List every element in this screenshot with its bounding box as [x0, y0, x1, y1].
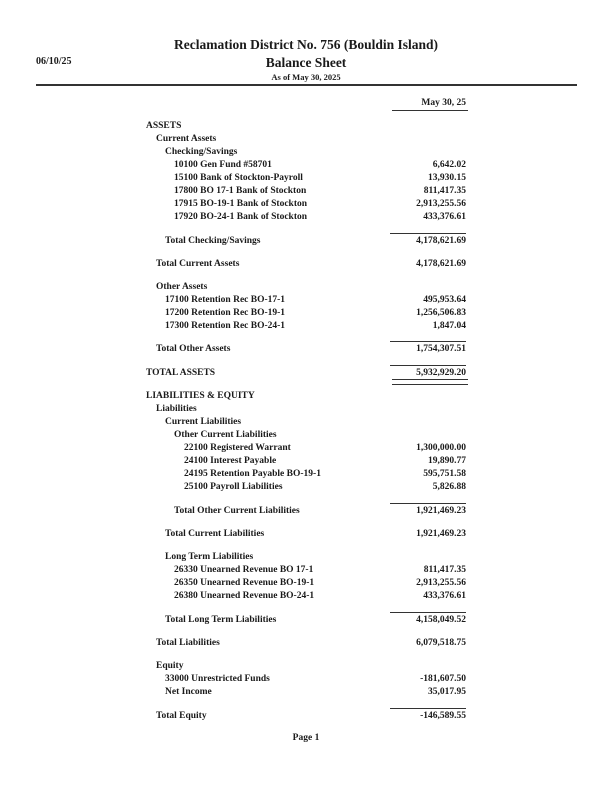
row-amount: 13,930.15 [428, 173, 466, 183]
balance-sheet-row [0, 529, 612, 542]
row-label: Total Current Liabilities [165, 529, 265, 539]
balance-sheet-row [0, 391, 612, 404]
row-amount: 1,921,469.23 [416, 529, 466, 539]
row-amount: 1,256,506.83 [416, 308, 466, 318]
balance-sheet-row [0, 212, 612, 225]
row-label: Current Liabilities [165, 417, 242, 427]
report-title: Balance Sheet [265, 55, 347, 70]
balance-sheet-row [0, 638, 612, 651]
row-label: Total Checking/Savings [165, 236, 261, 246]
row-label: 15100 Bank of Stockton-Payroll [174, 173, 303, 183]
row-label: Total Other Assets [156, 344, 231, 354]
balance-sheet-row [0, 578, 612, 591]
row-amount: 433,376.61 [423, 212, 466, 222]
row-label: 24195 Retention Payable BO-19-1 [184, 469, 321, 479]
row-label: 17920 BO-24-1 Bank of Stockton [174, 212, 308, 222]
row-label: Other Assets [156, 282, 208, 292]
row-label: Total Long Term Liabilities [165, 615, 277, 625]
row-label: Checking/Savings [165, 147, 238, 157]
row-label: Other Current Liabilities [174, 430, 277, 440]
balance-sheet-row [0, 469, 612, 482]
row-amount: 4,178,621.69 [416, 259, 466, 269]
row-amount: 35,017.95 [428, 687, 466, 697]
balance-sheet-row [0, 186, 612, 199]
row-label: 22100 Registered Warrant [184, 443, 291, 453]
row-label: 17915 BO-19-1 Bank of Stockton [174, 199, 308, 209]
row-label: 17100 Retention Rec BO-17-1 [165, 295, 286, 305]
row-amount: 595,751.58 [423, 469, 466, 479]
column-header-rule [392, 110, 468, 111]
row-amount: 1,921,469.23 [390, 503, 466, 516]
balance-sheet-row [0, 134, 612, 147]
balance-sheet-row [0, 456, 612, 469]
row-amount: 811,417.35 [423, 186, 466, 196]
balance-sheet-row [0, 308, 612, 321]
row-label: 24100 Interest Payable [184, 456, 277, 466]
row-label: TOTAL ASSETS [146, 368, 216, 378]
row-label: 17200 Retention Rec BO-19-1 [165, 308, 286, 318]
row-label: 26350 Unearned Revenue BO-19-1 [174, 578, 315, 588]
row-amount: 5,826.88 [432, 482, 466, 492]
balance-sheet-row [0, 443, 612, 456]
row-amount: 4,158,049.52 [390, 612, 466, 625]
balance-sheet-row [0, 674, 612, 687]
balance-sheet-row [0, 173, 612, 186]
balance-sheet-row [0, 368, 612, 381]
page-number: Page 1 [292, 733, 320, 743]
balance-sheet-row [0, 591, 612, 604]
row-label: 25100 Payroll Liabilities [184, 482, 283, 492]
row-amount: -181,607.50 [420, 674, 466, 684]
balance-sheet-row [0, 121, 612, 134]
row-amount: 19,890.77 [428, 456, 466, 466]
header-rule [36, 84, 577, 86]
row-amount: 2,913,255.56 [416, 578, 466, 588]
balance-sheet-row [0, 295, 612, 308]
balance-sheet-row [0, 615, 612, 628]
row-amount: 6,642.02 [432, 160, 466, 170]
row-label: Total Liabilities [156, 638, 220, 648]
company-title: Reclamation District No. 756 (Bouldin Island) [173, 37, 438, 52]
balance-sheet-row [0, 344, 612, 357]
balance-sheet-row [0, 417, 612, 430]
balance-sheet-row [0, 404, 612, 417]
row-amount: 433,376.61 [423, 591, 466, 601]
row-label: Liabilities [156, 404, 197, 414]
row-label: Total Equity [156, 711, 207, 721]
row-amount: 1,847.04 [432, 321, 466, 331]
balance-sheet-row [0, 282, 612, 295]
balance-sheet-row [0, 506, 612, 519]
row-label: 17300 Retention Rec BO-24-1 [165, 321, 286, 331]
row-amount: 811,417.35 [423, 565, 466, 575]
balance-sheet-row [0, 236, 612, 249]
row-amount: 2,913,255.56 [416, 199, 466, 209]
row-label: Equity [156, 661, 184, 671]
balance-sheet-row [0, 661, 612, 674]
balance-sheet-row [0, 147, 612, 160]
row-label: Total Other Current Liabilities [174, 506, 300, 516]
balance-sheet-row [0, 482, 612, 495]
balance-sheet-row [0, 687, 612, 700]
row-amount: 1,754,307.51 [390, 341, 466, 354]
double-underline [392, 379, 468, 385]
row-amount: 4,178,621.69 [390, 233, 466, 246]
balance-sheet-row [0, 552, 612, 565]
row-label: 10100 Gen Fund #58701 [174, 160, 272, 170]
balance-sheet-row [0, 259, 612, 272]
row-label: Total Current Assets [156, 259, 240, 269]
report-as-of: As of May 30, 2025 [271, 72, 341, 82]
row-amount: -146,589.55 [390, 708, 466, 721]
balance-sheet-row [0, 321, 612, 334]
row-label: 33000 Unrestricted Funds [165, 674, 270, 684]
row-label: 17800 BO 17-1 Bank of Stockton [174, 186, 307, 196]
row-amount: 1,300,000.00 [416, 443, 466, 453]
balance-sheet-row [0, 160, 612, 173]
balance-sheet-row [0, 430, 612, 443]
column-header: May 30, 25 [421, 98, 466, 108]
report-date: 06/10/25 [36, 56, 72, 67]
balance-sheet-row [0, 199, 612, 212]
row-label: Current Assets [156, 134, 217, 144]
row-amount: 495,953.64 [423, 295, 466, 305]
row-label: 26380 Unearned Revenue BO-24-1 [174, 591, 315, 601]
row-label: Net Income [165, 687, 212, 697]
row-amount: 5,932,929.20 [390, 365, 466, 378]
row-label: Long Term Liabilities [165, 552, 254, 562]
balance-sheet-row [0, 565, 612, 578]
balance-sheet-row [0, 711, 612, 724]
row-label: 26330 Unearned Revenue BO 17-1 [174, 565, 314, 575]
row-label: LIABILITIES & EQUITY [146, 391, 255, 401]
row-label: ASSETS [146, 121, 182, 131]
row-amount: 6,079,518.75 [416, 638, 466, 648]
